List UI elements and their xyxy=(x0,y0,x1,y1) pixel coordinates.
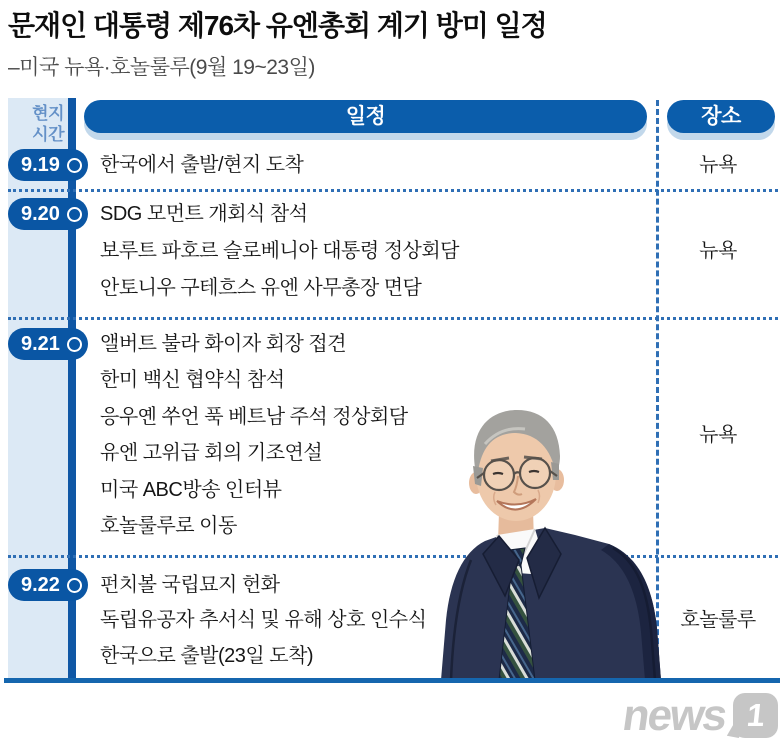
date-badge-919 xyxy=(8,149,88,181)
news1-logo-badge xyxy=(733,693,778,738)
date-label: 9.19 xyxy=(21,153,60,176)
date-badge-920 xyxy=(8,198,88,230)
date-badge-922 xyxy=(8,569,88,601)
circle-icon xyxy=(67,578,82,593)
schedule-item: 보루트 파호르 슬로베니아 대통령 정상회담 xyxy=(100,240,459,262)
place-cell: 뉴욕 xyxy=(699,154,737,176)
schedule-item: 유엔 고위급 회의 기조연설 xyxy=(100,442,323,464)
date-label: 9.22 xyxy=(21,573,60,596)
time-column-header xyxy=(8,103,66,145)
time-header-line1: 현지 xyxy=(32,104,64,123)
news1-logo-text: news xyxy=(619,691,729,740)
page-title: 문재인 대통령 제76차 유엔총회 계기 방미 일정 xyxy=(8,10,547,41)
schedule-item: 펀치볼 국립묘지 헌화 xyxy=(100,574,280,596)
date-label: 9.21 xyxy=(21,332,60,355)
schedule-item: 안토니우 구테흐스 유엔 사무총장 면담 xyxy=(100,277,422,299)
schedule-item: 독립유공자 추서식 및 유해 상호 인수식 xyxy=(100,609,427,631)
place-cell: 뉴욕 xyxy=(699,424,737,446)
schedule-column-header: 일정 xyxy=(84,100,647,133)
circle-icon xyxy=(67,337,82,352)
schedule-item: 응우옌 쑤언 푹 베트남 주석 정상회담 xyxy=(100,406,408,428)
schedule-item: 호놀룰루로 이동 xyxy=(100,515,237,537)
place-column-header: 장소 xyxy=(667,100,775,133)
schedule-item: 앨버트 불라 화이자 회장 접견 xyxy=(100,333,347,355)
row-separator xyxy=(8,317,778,320)
row-separator xyxy=(8,189,778,192)
schedule-item: SDG 모먼트 개회식 참석 xyxy=(100,203,308,225)
subtitle: –미국 뉴욕·호놀룰루(9월 19~23일) xyxy=(8,56,315,79)
circle-icon xyxy=(67,207,82,222)
place-cell: 호놀룰루 xyxy=(680,609,756,631)
time-header-line2: 시간 xyxy=(32,125,64,144)
date-label: 9.20 xyxy=(21,202,60,225)
schedule-item: 미국 ABC방송 인터뷰 xyxy=(100,479,282,501)
circle-icon xyxy=(67,158,82,173)
date-badge-921 xyxy=(8,328,88,360)
schedule-item: 한국으로 출발(23일 도착) xyxy=(100,645,314,667)
schedule-item: 한국에서 출발/현지 도착 xyxy=(100,154,304,176)
news1-logo-badge-number: 1 xyxy=(744,696,767,733)
schedule-item: 한미 백신 협약식 참석 xyxy=(100,369,285,391)
president-portrait-photo xyxy=(435,388,665,680)
bottom-rule xyxy=(4,678,780,683)
place-cell: 뉴욕 xyxy=(699,240,737,262)
news1-logo xyxy=(612,690,778,742)
